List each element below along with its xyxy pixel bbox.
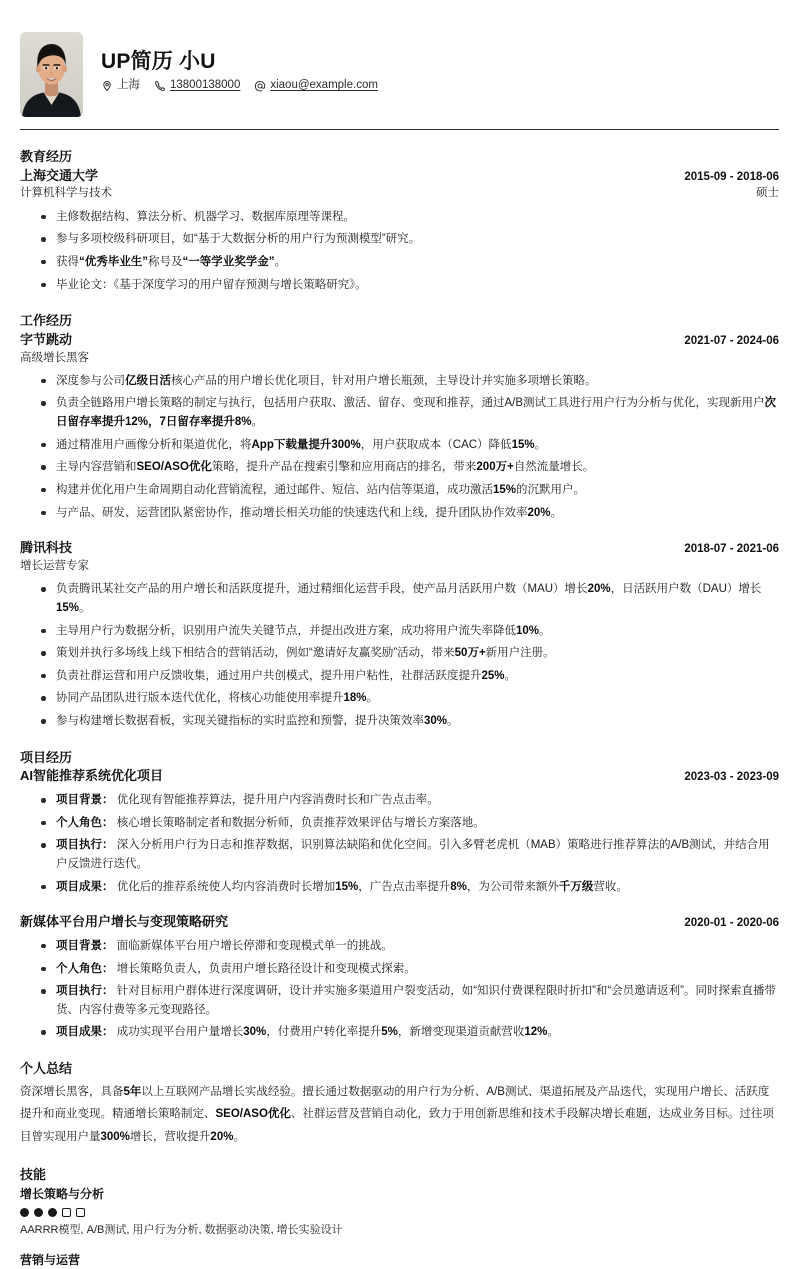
bullet-item: 负责社群运营和用户反馈收集，通过用户共创模式，提升用户粘性，社群活跃度提升25%。: [20, 667, 779, 686]
entry-header: [20, 767, 779, 786]
rating-dot-filled: [48, 1208, 57, 1217]
at-sign-icon: [254, 80, 266, 92]
skill-keywords: AARRR模型, A/B测试, 用户行为分析, 数据驱动决策, 增长实验设计: [20, 1224, 343, 1237]
experience-entry: [20, 539, 779, 730]
education-entries: [20, 167, 779, 295]
bullet-item: 项目执行： 针对目标用户群体进行深度调研，设计并实施多渠道用户裂变活动，如“知识付费课程限时折扣”和“会员邀请返利”。同时探索直播带货、内容付费等多元变现路径。: [20, 982, 779, 1019]
entry-bullet-list: [20, 937, 779, 1042]
entry-role: 计算机科学与技术: [20, 187, 112, 200]
contact-phone[interactable]: [154, 80, 240, 92]
entry-header: [20, 331, 779, 350]
skill-name: 营销与运营: [20, 1252, 81, 1267]
contact-list: [101, 80, 378, 92]
skill-list: [20, 1185, 779, 1269]
entry-date-range: 2015-09 - 2018-06: [684, 170, 779, 183]
entry-date-range: 2021-07 - 2024-06: [684, 334, 779, 347]
email-text: xiaou@example.com: [270, 79, 378, 92]
resume-header: [20, 0, 779, 115]
contact-location: [101, 80, 140, 92]
skill-level-rating: [20, 1208, 779, 1217]
bullet-item: 参与构建增长数据看板，实现关键指标的实时监控和预警，提升决策效率30%。: [20, 712, 779, 731]
experience-entry: [20, 913, 779, 1042]
bullet-item: 项目背景： 面临新媒体平台用户增长停滞和变现模式单一的挑战。: [20, 937, 779, 956]
rating-dot-filled: [20, 1208, 29, 1217]
bullet-item: 参与多项校级科研项目，如“基于大数据分析的用户行为预测模型”研究。: [20, 230, 779, 249]
entry-bullet-list: [20, 372, 779, 522]
entry-bullet-list: [20, 580, 779, 730]
section-heading: 技能: [20, 1166, 47, 1182]
entry-header: [20, 167, 779, 186]
phone-icon: [154, 80, 166, 92]
rating-dot-empty: [62, 1208, 71, 1217]
entry-organization: 腾讯科技: [20, 540, 73, 556]
bullet-item: 策划并执行多场线上线下相结合的营销活动，例如“邀请好友赢奖励”活动，带来50万+新用户注册。: [20, 644, 779, 663]
experience-entry: [20, 767, 779, 896]
bullet-item: 深度参与公司亿级日活核心产品的用户增长优化项目，针对用户增长瓶颈，主导设计并实施多项增长策略。: [20, 372, 779, 391]
entry-date-range: 2018-07 - 2021-06: [684, 543, 779, 556]
section-projects: [20, 731, 779, 1042]
bullet-item: 项目成果： 优化后的推荐系统使人均内容消费时长增加15%，广告点击率提升8%，为公司带来额外千万级营收。: [20, 878, 779, 897]
bullet-item: 与产品、研发、运营团队紧密协作，推动增长相关功能的快速迭代和上线，提升团队协作效率20%。: [20, 504, 779, 523]
experience-entry: [20, 167, 779, 295]
entry-date-range: 2023-03 - 2023-09: [684, 771, 779, 784]
bullet-item: 个人角色： 增长策略负责人，负责用户增长路径设计和变现模式探索。: [20, 960, 779, 979]
section-work: [20, 294, 779, 730]
entry-organization: 字节跳动: [20, 331, 73, 347]
entry-subheader: [20, 350, 779, 367]
entry-bullet-list: [20, 791, 779, 896]
skill-name: 增长策略与分析: [20, 1187, 105, 1202]
skill-block: [20, 1185, 779, 1239]
entry-header: [20, 913, 779, 932]
bullet-item: 毕业论文：《基于深度学习的用户留存预测与增长策略研究》。: [20, 276, 779, 295]
bullet-item: 负责全链路用户增长策略的制定与执行，包括用户获取、激活、留存、变现和推荐，通过A/B测试工具进行用户行为分析与优化，实现新用户次日留存率提升12%，7日留存率提升8%。: [20, 394, 779, 431]
bullet-item: 项目背景： 优化现有智能推荐算法，提升用户内容消费时长和广告点击率。: [20, 791, 779, 810]
entry-organization: 新媒体平台用户增长与变现策略研究: [20, 914, 229, 930]
section-heading: 项目经历: [20, 749, 73, 765]
section-heading: 教育经历: [20, 149, 73, 164]
work-entries: [20, 331, 779, 731]
bullet-item: 通过精准用户画像分析和渠道优化，将App下载量提升300%，用户获取成本（CAC）降低15%。: [20, 436, 779, 455]
bullet-item: 构建并优化用户生命周期自动化营销流程，通过邮件、短信、站内信等渠道，成功激活15%的沉默用户。: [20, 481, 779, 500]
rating-dot-empty: [76, 1208, 85, 1217]
bullet-item: 主修数据结构、算法分析、机器学习、数据库原理等课程。: [20, 208, 779, 227]
bullet-item: 项目执行： 深入分析用户行为日志和推荐数据，识别算法缺陷和优化空间。引入多臂老虎机（MAB）策略进行推荐算法的A/B测试，并结合用户反馈进行迭代。: [20, 836, 779, 873]
entry-subheader: [20, 185, 779, 202]
contact-email[interactable]: [254, 80, 378, 92]
experience-entry: [20, 331, 779, 522]
summary-text: 资深增长黑客，具备5年以上互联网产品增长实战经验。擅长通过数据驱动的用户行为分析、A/B测试、渠道拓展及产品迭代，实现用户增长、活跃度提升和商业变现。精通增长策略制定、SEO/ASO优化、社群运营及营销自动化，致力于用创新思维和技术手段解决增长难题，达成业务目标。过往项目曾实现用户量300%增长，营收提升20%。: [20, 1085, 774, 1143]
project-entries: [20, 767, 779, 1042]
section-skills: [20, 1148, 779, 1269]
entry-role: 高级增长黑客: [20, 351, 89, 364]
bullet-item: 负责腾讯某社交产品的用户增长和活跃度提升，通过精细化运营手段，使产品月活跃用户数（MAU）增长20%，日活跃用户数（DAU）增长15%。: [20, 580, 779, 617]
bullet-item: 主导内容营销和SEO/ASO优化策略，提升产品在搜索引擎和应用商店的排名，带来200万+自然流量增长。: [20, 458, 779, 477]
bullet-item: 主导用户行为数据分析，识别用户流失关键节点，并提出改进方案，成功将用户流失率降低10%。: [20, 622, 779, 641]
skill-block: [20, 1251, 779, 1269]
entry-date-range: 2020-01 - 2020-06: [684, 917, 779, 930]
section-education: [20, 130, 779, 294]
entry-organization: 上海交通大学: [20, 167, 99, 183]
page-title: UP简历 小U: [101, 49, 216, 73]
entry-subheader: [20, 558, 779, 575]
section-summary: [20, 1042, 779, 1148]
bullet-item: 协同产品团队进行版本迭代优化，将核心功能使用率提升18%。: [20, 689, 779, 708]
identity-block: [101, 50, 378, 98]
entry-degree: 硕士: [756, 187, 779, 200]
section-heading: 个人总结: [20, 1061, 73, 1077]
entry-organization: AI智能推荐系统优化项目: [20, 768, 164, 784]
rating-dot-filled: [34, 1208, 43, 1217]
bullet-item: 项目成果： 成功实现平台用户量增长30%，付费用户转化率提升5%，新增变现渠道贡献营收12%。: [20, 1023, 779, 1042]
section-heading: 工作经历: [20, 313, 73, 329]
entry-role: 增长运营专家: [20, 560, 89, 572]
phone-text: 13800138000: [170, 79, 241, 92]
bullet-item: 获得“优秀毕业生”称号及“一等学业奖学金”。: [20, 253, 779, 272]
bullet-item: 个人角色： 核心增长策略制定者和数据分析师，负责推荐效果评估与增长方案落地。: [20, 814, 779, 833]
entry-bullet-list: [20, 208, 779, 295]
location-pin-icon: [101, 80, 113, 92]
location-text: 上海: [117, 79, 140, 92]
entry-header: [20, 539, 779, 558]
avatar: [20, 32, 83, 117]
